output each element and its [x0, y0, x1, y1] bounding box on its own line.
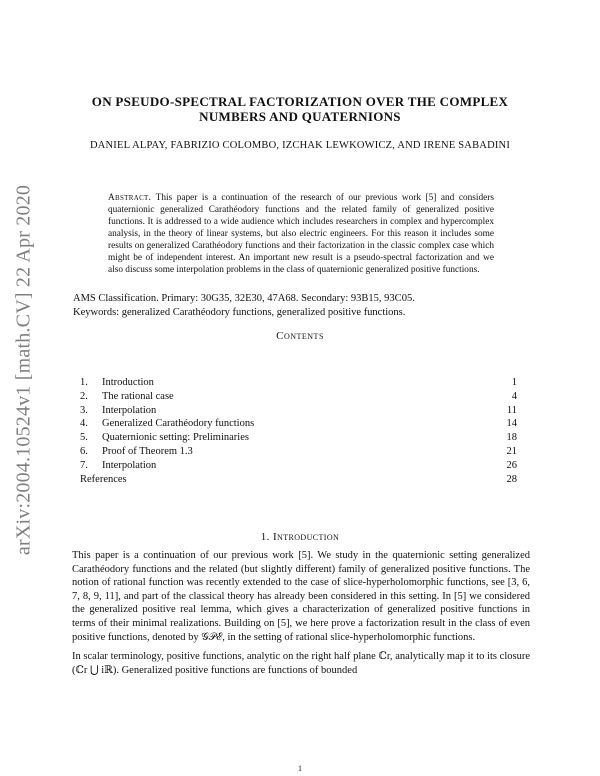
toc-entry[interactable]	[80, 459, 517, 473]
toc-entry-number: 2.	[80, 390, 88, 402]
section-body	[72, 549, 530, 683]
toc-entry-title: Generalized Carathéodory functions	[102, 418, 255, 430]
toc-entry-number: 4.	[80, 418, 88, 430]
toc-entry-number: 6.	[80, 445, 88, 457]
arxiv-stamp	[4, 170, 44, 570]
abstract	[108, 192, 494, 276]
toc-references[interactable]	[80, 473, 517, 487]
section-heading: 1. Introduction	[260, 531, 340, 543]
toc-entry-number: 5.	[80, 432, 88, 444]
ams-classification: AMS Classification. Primary: 30G35, 32E30, 47A68. Secondary: 93B15, 93C05.	[73, 293, 415, 304]
toc-entry-title: Quaternionic setting: Preliminaries	[102, 432, 249, 444]
toc-entry[interactable]	[80, 417, 517, 431]
toc-entry[interactable]	[80, 376, 517, 390]
page-number: 1	[298, 764, 302, 773]
toc-entry[interactable]	[80, 431, 517, 445]
toc-entry-title: The rational case	[102, 390, 174, 402]
toc-entry-title: Introduction	[102, 377, 154, 388]
paper-authors: DANIEL ALPAY, FABRIZIO COLOMBO, IZCHAK LEWKOWICZ, AND IRENE SABADINI	[89, 140, 511, 151]
toc-entry-title: Proof of Theorem 1.3	[102, 445, 193, 457]
toc-entry-page: 11	[506, 404, 517, 416]
toc-entry-number: 7.	[80, 459, 88, 471]
paragraph: In scalar terminology, positive functions, analytic on the right half plane ℂr, analytically map it to its closure (ℂr ⋃ iℝ). Generalized positive functions are functions of bounded	[72, 651, 530, 676]
table-of-contents	[80, 376, 517, 486]
toc-entry[interactable]	[80, 390, 517, 404]
paragraph: This paper is a continuation of our previous work [5]. We study in the quaternionic setting generalized Carathéodory functions and the related (but slightly different) family of generalized positive functions. The notion of rational function was recently extended to the case of slice-hyperholomorphic functions, see [3, 6, 7, 8, 9, 11], and part of the classical theory has already been considered in this setting. In [5] we considered the generalized positive real lemma, which gives a characterization of generalized positive functions in terms of their minimal realizations. Building on [5], we here prove a factorization result in the class of even positive functions, denoted by 𝒢𝒫ℰ, in the setting of rational slice-hyperholomorphic functions.	[72, 550, 530, 643]
toc-entry-title: Interpolation	[102, 459, 157, 471]
toc-references-title: References	[80, 473, 127, 485]
toc-entry-page: 4	[511, 390, 517, 402]
abstract-lead: Abstract.	[108, 193, 152, 203]
arxiv-stamp-text: arXiv:2004.10524v1 [math.CV] 22 Apr 2020	[12, 184, 35, 556]
toc-entry-number: 1.	[80, 377, 88, 388]
toc-entry[interactable]	[80, 445, 517, 459]
toc-entry-page: 1	[511, 377, 517, 388]
abstract-text: This paper is a continuation of the research of our previous work [5] and considers quaternionic generalized Carathéodory functions and the related family of generalized positive functions. It is addressed to a wide audience which includes researchers in complex and hypercomplex analysis, in the theory of linear systems, but also electric engineers. For this reason it includes some results on generalized Carathéodory functions and their factorization in the classic complex case which might be of independent interest. An important new result is a pseudo-spectral factorization and we also discuss some interpolation problems in the class of quaternionic generalized positive functions.	[108, 193, 494, 275]
toc-entry-page: 21	[506, 445, 517, 457]
toc-entry[interactable]	[80, 404, 517, 418]
toc-entry-number: 3.	[80, 404, 88, 416]
contents-heading: Contents	[276, 330, 324, 342]
paper-title: ON PSEUDO-SPECTRAL FACTORIZATION OVER THE COMPLEX NUMBERS AND QUATERNIONS	[91, 94, 509, 124]
keywords: Keywords: generalized Carathéodory functions, generalized positive functions.	[73, 307, 406, 318]
toc-entry-page: 18	[506, 432, 517, 444]
toc-entry-title: Interpolation	[102, 404, 157, 416]
paper-metadata	[73, 292, 533, 320]
toc-references-page: 28	[506, 473, 517, 485]
toc-entry-page: 26	[506, 459, 517, 471]
toc-entry-page: 14	[506, 418, 517, 430]
